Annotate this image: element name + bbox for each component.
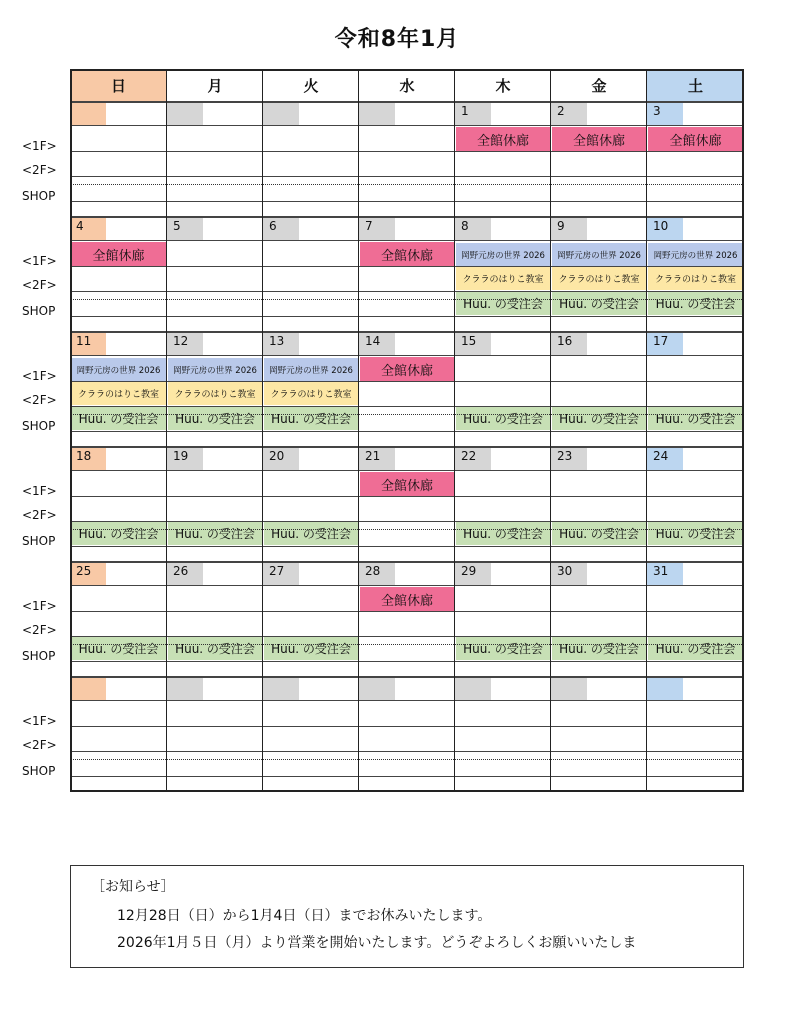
- weekday-header: 月: [207, 76, 223, 95]
- floor-label: <2F>: [22, 393, 57, 407]
- closed-badge: 全館休廊: [360, 242, 454, 266]
- day-cell: [551, 446, 647, 561]
- day-number: 13: [263, 331, 299, 355]
- day-number: [263, 101, 299, 125]
- day-number: 14: [359, 331, 395, 355]
- grid-line: [70, 776, 744, 777]
- day-number: [70, 676, 106, 700]
- event-1f: 岡野元房の世界 2026: [264, 358, 358, 381]
- event-1f: 岡野元房の世界 2026: [71, 358, 166, 381]
- grid-line: [70, 240, 744, 241]
- day-number: [263, 676, 299, 700]
- day-cell: [455, 101, 551, 216]
- grid-line: [70, 125, 744, 126]
- day-cell: [455, 216, 551, 331]
- day-cell: [70, 331, 167, 446]
- day-cell: [167, 101, 263, 216]
- day-cell: [551, 676, 647, 791]
- grid-line: [70, 331, 744, 333]
- day-cell: [167, 446, 263, 561]
- day-number: 29: [455, 561, 491, 585]
- day-cell: [167, 676, 263, 791]
- day-cell: [167, 331, 263, 446]
- day-cell: [263, 331, 359, 446]
- day-number: 5: [167, 216, 203, 240]
- grid-line: [70, 636, 744, 637]
- shop-event: Huu. の受注会: [456, 407, 550, 430]
- day-number: 8: [455, 216, 491, 240]
- day-number: 30: [551, 561, 587, 585]
- grid-line: [70, 700, 744, 701]
- grid-column-line: [166, 69, 167, 792]
- day-cell: [647, 561, 744, 676]
- grid-column-line: [262, 69, 263, 792]
- grid-border: [70, 790, 744, 792]
- grid-line: [70, 291, 744, 292]
- grid-line: [70, 201, 744, 202]
- shop-event: Huu. の受注会: [168, 522, 262, 545]
- day-number: 12: [167, 331, 203, 355]
- day-number: 15: [455, 331, 491, 355]
- calendar-title: 令和8年1月: [334, 27, 460, 52]
- day-number: 28: [359, 561, 395, 585]
- event-2f: クララのはりこ教室: [264, 382, 358, 405]
- grid-line: [70, 184, 744, 185]
- day-number: 11: [70, 331, 106, 355]
- shop-event: Huu. の受注会: [648, 407, 743, 430]
- day-cell: [70, 216, 167, 331]
- day-cell: [359, 561, 455, 676]
- shop-event: Huu. の受注会: [552, 407, 646, 430]
- day-number: 2: [551, 101, 587, 125]
- weekday-header: 火: [303, 76, 319, 95]
- day-number: 20: [263, 446, 299, 470]
- shop-event: Huu. の受注会: [456, 637, 550, 660]
- weekday-header: 木: [495, 76, 511, 95]
- shop-event: Huu. の受注会: [456, 522, 550, 545]
- day-cell: [455, 561, 551, 676]
- event-2f: クララのはりこ教室: [456, 267, 550, 290]
- day-number: 6: [263, 216, 299, 240]
- grid-line: [70, 561, 744, 563]
- shop-event: Huu. の受注会: [71, 407, 166, 430]
- notice-title: ［お知らせ］: [91, 879, 175, 895]
- grid-column-line: [742, 69, 744, 792]
- day-number: 4: [70, 216, 106, 240]
- weekday-header: 水: [399, 76, 415, 95]
- floor-label: SHOP: [22, 419, 56, 433]
- day-cell: [263, 561, 359, 676]
- grid-line: [70, 726, 744, 727]
- day-number: [647, 676, 683, 700]
- day-cell: [647, 101, 744, 216]
- shop-event: Huu. の受注会: [552, 292, 646, 315]
- day-cell: [359, 331, 455, 446]
- day-number: [167, 676, 203, 700]
- calendar-grid: [70, 69, 744, 792]
- day-number: 7: [359, 216, 395, 240]
- day-number: [359, 101, 395, 125]
- grid-line: [70, 661, 744, 662]
- day-cell: [263, 216, 359, 331]
- grid-line: [70, 546, 744, 547]
- shop-event: Huu. の受注会: [71, 522, 166, 545]
- day-cell: [70, 676, 167, 791]
- shop-event: Huu. の受注会: [71, 637, 166, 660]
- grid-line: [70, 299, 744, 300]
- event-1f: 岡野元房の世界 2026: [456, 243, 550, 266]
- grid-line: [70, 151, 744, 152]
- day-cell: [359, 446, 455, 561]
- shop-event: Huu. の受注会: [456, 292, 550, 315]
- day-number: [455, 676, 491, 700]
- grid-column-line: [70, 69, 72, 792]
- event-1f: 岡野元房の世界 2026: [648, 243, 743, 266]
- day-cell: [551, 561, 647, 676]
- floor-label: <2F>: [22, 508, 57, 522]
- day-number: [551, 676, 587, 700]
- shop-event: Huu. の受注会: [648, 637, 743, 660]
- day-number: 9: [551, 216, 587, 240]
- day-number: 16: [551, 331, 587, 355]
- event-2f: クララのはりこ教室: [648, 267, 743, 290]
- day-cell: [647, 331, 744, 446]
- day-number: 26: [167, 561, 203, 585]
- day-cell: [263, 676, 359, 791]
- day-cell: [70, 561, 167, 676]
- floor-label: SHOP: [22, 189, 56, 203]
- closed-badge: 全館休廊: [71, 242, 166, 266]
- day-cell: [359, 676, 455, 791]
- day-number: [167, 101, 203, 125]
- floor-label: <2F>: [22, 738, 57, 752]
- weekday-header: 土: [647, 69, 744, 101]
- day-cell: [647, 676, 744, 791]
- day-number: 17: [647, 331, 683, 355]
- grid-line: [70, 521, 744, 522]
- floor-label: SHOP: [22, 764, 56, 778]
- grid-line: [70, 751, 744, 752]
- weekday-header: 日: [70, 69, 167, 101]
- event-2f: クララのはりこ教室: [71, 382, 166, 405]
- grid-line: [70, 496, 744, 497]
- grid-line: [70, 266, 744, 267]
- day-cell: [359, 101, 455, 216]
- day-number: 21: [359, 446, 395, 470]
- grid-border: [70, 69, 744, 71]
- notice-box: [70, 865, 744, 968]
- grid-line: [70, 470, 744, 471]
- grid-column-line: [454, 69, 455, 792]
- day-number: 10: [647, 216, 683, 240]
- day-number: 1: [455, 101, 491, 125]
- day-number: [359, 676, 395, 700]
- shop-event: Huu. の受注会: [264, 407, 358, 430]
- day-number: 19: [167, 446, 203, 470]
- grid-line: [70, 414, 744, 415]
- grid-line: [70, 381, 744, 382]
- day-number: [70, 101, 106, 125]
- day-number: 18: [70, 446, 106, 470]
- grid-line: [70, 176, 744, 177]
- floor-label: <1F>: [22, 254, 57, 268]
- closed-badge: 全館休廊: [456, 127, 550, 151]
- floor-label: <1F>: [22, 484, 57, 498]
- closed-badge: 全館休廊: [360, 587, 454, 611]
- day-number: 25: [70, 561, 106, 585]
- day-cell: [455, 446, 551, 561]
- closed-badge: 全館休廊: [360, 357, 454, 381]
- day-cell: [455, 331, 551, 446]
- grid-line: [70, 355, 744, 356]
- grid-line: [70, 529, 744, 530]
- day-cell: [167, 216, 263, 331]
- closed-badge: 全館休廊: [648, 127, 743, 151]
- grid-line: [70, 585, 744, 586]
- event-1f: 岡野元房の世界 2026: [168, 358, 262, 381]
- day-cell: [70, 101, 167, 216]
- day-number: 22: [455, 446, 491, 470]
- grid-line: [70, 676, 744, 678]
- day-cell: [70, 446, 167, 561]
- shop-event: Huu. の受注会: [168, 407, 262, 430]
- event-2f: クララのはりこ教室: [552, 267, 646, 290]
- event-1f: 岡野元房の世界 2026: [552, 243, 646, 266]
- day-cell: [455, 676, 551, 791]
- grid-line: [70, 446, 744, 448]
- floor-label: <2F>: [22, 623, 57, 637]
- floor-label: <1F>: [22, 714, 57, 728]
- day-cell: [647, 446, 744, 561]
- notice-line-1: 12月28日（日）から1月4日（日）までお休みいたします。: [117, 908, 492, 924]
- grid-column-line: [358, 69, 359, 792]
- shop-event: Huu. の受注会: [168, 637, 262, 660]
- day-cell: [263, 446, 359, 561]
- shop-event: Huu. の受注会: [552, 637, 646, 660]
- day-number: 24: [647, 446, 683, 470]
- grid-line: [70, 611, 744, 612]
- closed-badge: 全館休廊: [552, 127, 646, 151]
- floor-label: SHOP: [22, 304, 56, 318]
- event-2f: クララのはりこ教室: [168, 382, 262, 405]
- grid-line: [70, 406, 744, 407]
- grid-line: [70, 216, 744, 218]
- grid-line: [70, 644, 744, 645]
- day-number: 31: [647, 561, 683, 585]
- floor-label: <1F>: [22, 599, 57, 613]
- grid-line: [70, 316, 744, 317]
- grid-column-line: [550, 69, 551, 792]
- shop-event: Huu. の受注会: [648, 522, 743, 545]
- floor-label: SHOP: [22, 649, 56, 663]
- day-cell: [551, 101, 647, 216]
- floor-label: <1F>: [22, 369, 57, 383]
- day-cell: [647, 216, 744, 331]
- closed-badge: 全館休廊: [360, 472, 454, 496]
- day-cell: [551, 216, 647, 331]
- weekday-header: 金: [591, 76, 607, 95]
- floor-label: SHOP: [22, 534, 56, 548]
- shop-event: Huu. の受注会: [264, 637, 358, 660]
- day-cell: [551, 331, 647, 446]
- notice-line-2: 2026年1月５日（月）より営業を開始いたします。どうぞよろしくお願いいたしま: [117, 935, 637, 951]
- day-number: 23: [551, 446, 587, 470]
- day-number: 27: [263, 561, 299, 585]
- floor-label: <2F>: [22, 163, 57, 177]
- floor-label: <2F>: [22, 278, 57, 292]
- day-cell: [359, 216, 455, 331]
- grid-column-line: [646, 69, 647, 792]
- shop-event: Huu. の受注会: [264, 522, 358, 545]
- shop-event: Huu. の受注会: [648, 292, 743, 315]
- floor-label: <1F>: [22, 139, 57, 153]
- day-number: 3: [647, 101, 683, 125]
- grid-line: [70, 431, 744, 432]
- day-cell: [263, 101, 359, 216]
- grid-line: [70, 759, 744, 760]
- shop-event: Huu. の受注会: [552, 522, 646, 545]
- day-cell: [167, 561, 263, 676]
- grid-line: [70, 101, 744, 103]
